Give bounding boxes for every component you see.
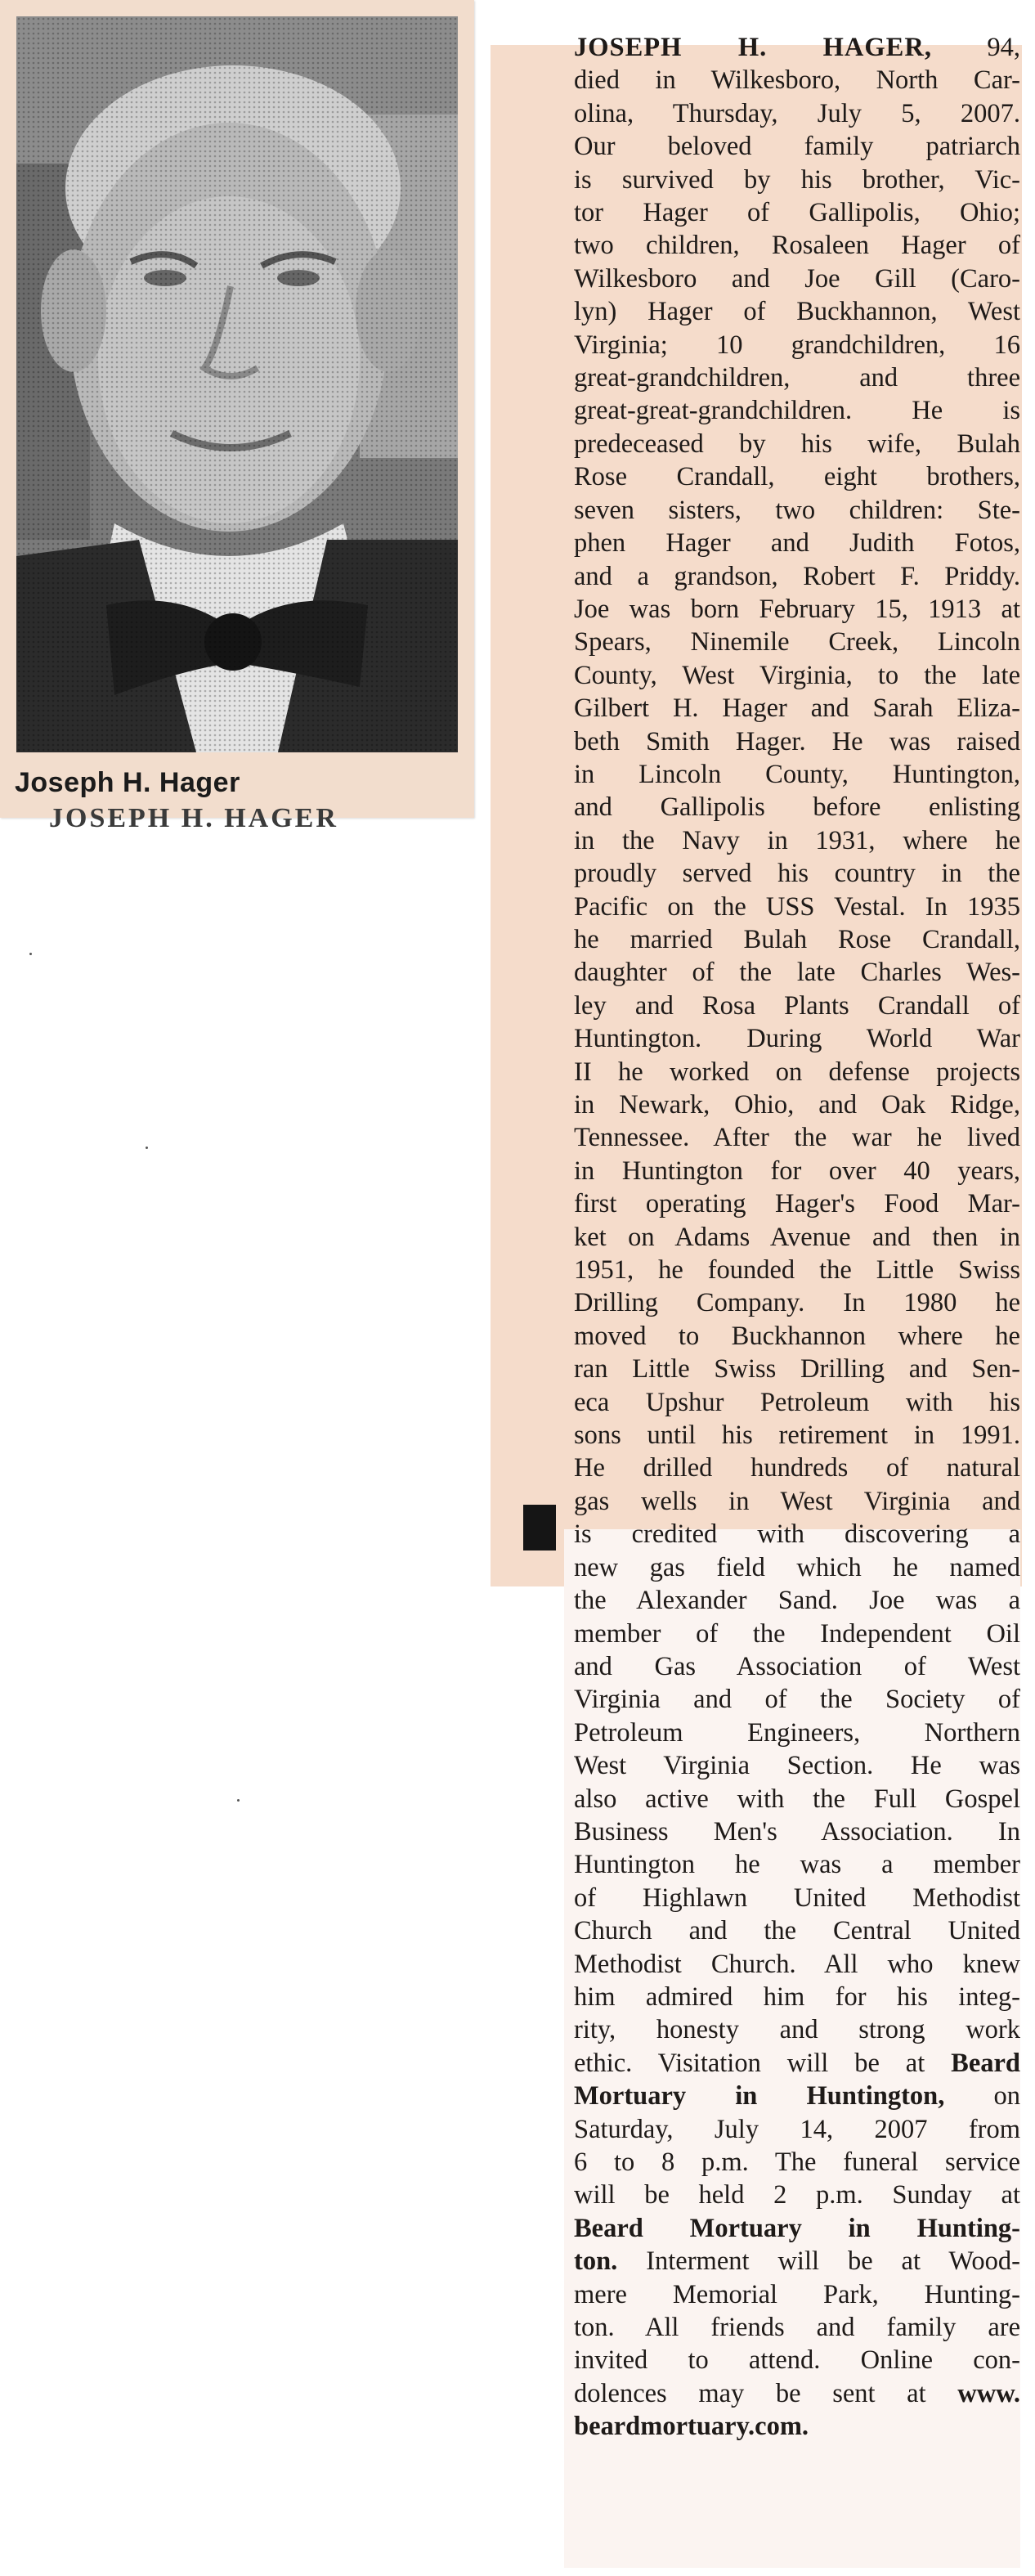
obituary-line: Huntington he was a member: [574, 1850, 1020, 1880]
obituary-line: Rose Crandall, eight brothers,: [574, 462, 1020, 492]
obituary-line: member of the Independent Oil: [574, 1618, 1020, 1649]
obituary-line: Drilling Company. In 1980 he: [574, 1288, 1020, 1318]
portrait-photo: [16, 16, 458, 752]
obituary-line: new gas field which he named: [574, 1552, 1020, 1582]
obituary-line: great-grandchildren, and three: [574, 363, 1020, 393]
photo-clipping: [0, 0, 474, 833]
mortuary-location: Beard Mortuary in Hunting-: [574, 2213, 1020, 2243]
obituary-line: is survived by his brother, Vic-: [574, 164, 1020, 195]
obituary-line: and Gas Association of West: [574, 1651, 1020, 1681]
obituary-line: 6 to 8 p.m. The funeral service: [574, 2147, 1020, 2177]
obituary-line: Our beloved family patriarch: [574, 132, 1020, 162]
obituary-line: he married Bulah Rose Crandall,: [574, 924, 1020, 954]
obituary-line: Virginia; 10 grandchildren, 16: [574, 330, 1020, 360]
obituary-line: predeceased by his wife, Bulah: [574, 429, 1020, 459]
obituary-line: daughter of the late Charles Wes-: [574, 958, 1020, 988]
obituary-line: mere Memorial Park, Hunting-: [574, 2279, 1020, 2309]
mortuary-website: beardmortuary.com.: [574, 2412, 809, 2442]
obituary-line: [574, 2410, 1020, 2443]
obituary-line: phen Hager and Judith Fotos,: [574, 528, 1020, 559]
obituary-line: in Lincoln County, Huntington,: [574, 759, 1020, 789]
obituary-line: him admired him for his integ-: [574, 1981, 1020, 2012]
obituary-line: tor Hager of Gallipolis, Ohio;: [574, 198, 1020, 228]
obituary-line: ton. Interment will be at Wood-: [574, 2246, 1020, 2277]
obituary-line: JOSEPH H. HAGER, 94,: [574, 33, 1021, 62]
obituary-line: Business Men's Association. In: [574, 1816, 1020, 1847]
obituary-line: eca Upshur Petroleum with his: [574, 1387, 1020, 1417]
obituary-line: the Alexander Sand. Joe was a: [574, 1586, 1020, 1616]
obituary-line: dolences may be sent at www.: [574, 2378, 1020, 2408]
obituary-line: 1951, he founded the Little Swiss: [574, 1255, 1020, 1286]
mortuary-location: ton.: [574, 2246, 618, 2277]
obituary-line: rity, honesty and strong work: [574, 2015, 1020, 2045]
obituary-line: seven sisters, two children: Ste-: [574, 495, 1020, 525]
obituary-line: two children, Rosaleen Hager of: [574, 231, 1020, 261]
obituary-line: and Gallipolis before enlisting: [574, 792, 1020, 823]
obituary-line: Spears, Ninemile Creek, Lincoln: [574, 627, 1020, 657]
obituary-line: ley and Rosa Plants Crandall of: [574, 990, 1020, 1021]
obituary-line: will be held 2 p.m. Sunday at: [574, 2180, 1020, 2210]
obituary-line: in Newark, Ohio, and Oak Ridge,: [574, 1090, 1020, 1120]
obituary-line: Joe was born February 15, 1913 at: [574, 594, 1020, 624]
obituary-line: Pacific on the USS Vestal. In 1935: [574, 891, 1020, 922]
obituary-line: lyn) Hager of Buckhannon, West: [574, 297, 1020, 327]
photo-caption: Joseph H. Hager: [15, 767, 240, 798]
obituary-line: olina, Thursday, July 5, 2007.: [574, 98, 1020, 128]
obituary-line: sons until his retirement in 1991.: [574, 1420, 1020, 1451]
mortuary-name: Beard: [951, 2048, 1021, 2078]
obituary-line: Petroleum Engineers, Northern: [574, 1717, 1020, 1748]
obituary-line: also active with the Full Gospel: [574, 1784, 1020, 1814]
obituary-line: proudly served his country in the: [574, 859, 1020, 889]
obituary-line: West Virginia Section. He was: [574, 1751, 1020, 1781]
obituary-line: ket on Adams Avenue and then in: [574, 1222, 1020, 1252]
obituary-line: Huntington. During World War: [574, 1024, 1020, 1054]
obituary-line: He drilled hundreds of natural: [574, 1453, 1020, 1483]
obituary-line: ethic. Visitation will be at Beard: [574, 2048, 1021, 2078]
obituary-line: [574, 2212, 1020, 2245]
obituary-line: in the Navy in 1931, where he: [574, 825, 1020, 855]
obituary-line: Mortuary in Huntington, on: [574, 2081, 1020, 2112]
obituary-line: in Huntington for over 40 years,: [574, 1156, 1020, 1186]
obituary-line: ton. All friends and family are: [574, 2313, 1020, 2343]
obituary-line: gas wells in West Virginia and: [574, 1486, 1020, 1516]
obituary-line: beth Smith Hager. He was raised: [574, 726, 1020, 756]
obituary-line: Gilbert H. Hager and Sarah Eliza-: [574, 693, 1020, 724]
obituary-line: is credited with discovering a: [574, 1519, 1020, 1550]
obituary-line: died in Wilkesboro, North Car-: [574, 65, 1020, 96]
obituary-line: II he worked on defense projects: [574, 1057, 1020, 1087]
obituary-line: Wilkesboro and Joe Gill (Caro-: [574, 263, 1020, 294]
obituary-line: Virginia and of the Society of: [574, 1685, 1020, 1715]
obituary-line: Tennessee. After the war he lived: [574, 1123, 1020, 1153]
obituary-line: moved to Buckhannon where he: [574, 1321, 1020, 1351]
mortuary-location: Mortuary in Huntington,: [574, 2081, 945, 2112]
obituary-line: County, West Virginia, to the late: [574, 660, 1020, 690]
obituary-line: ran Little Swiss Drilling and Sen-: [574, 1354, 1020, 1384]
obituary-line: invited to attend. Online con-: [574, 2345, 1020, 2376]
mortuary-website: www.: [957, 2378, 1020, 2408]
obituary-text: [574, 31, 1020, 2444]
portrait-illustration: [16, 16, 458, 752]
cut-off-headline: JOSEPH H. HAGER: [49, 803, 338, 833]
obituary-line: Methodist Church. All who knew: [574, 1949, 1020, 1979]
obituary-line: first operating Hager's Food Mar-: [574, 1189, 1020, 1219]
obituary-line: great-great-grandchildren. He is: [574, 396, 1020, 426]
obituary-line: and a grandson, Robert F. Priddy.: [574, 561, 1020, 591]
obituary-name: JOSEPH H. HAGER,: [574, 33, 932, 62]
obituary-line: of Highlawn United Methodist: [574, 1883, 1020, 1913]
obituary-line: Saturday, July 14, 2007 from: [574, 2114, 1020, 2144]
obituary-line: Church and the Central United: [574, 1916, 1020, 1946]
clipping-marker: [523, 1505, 556, 1551]
